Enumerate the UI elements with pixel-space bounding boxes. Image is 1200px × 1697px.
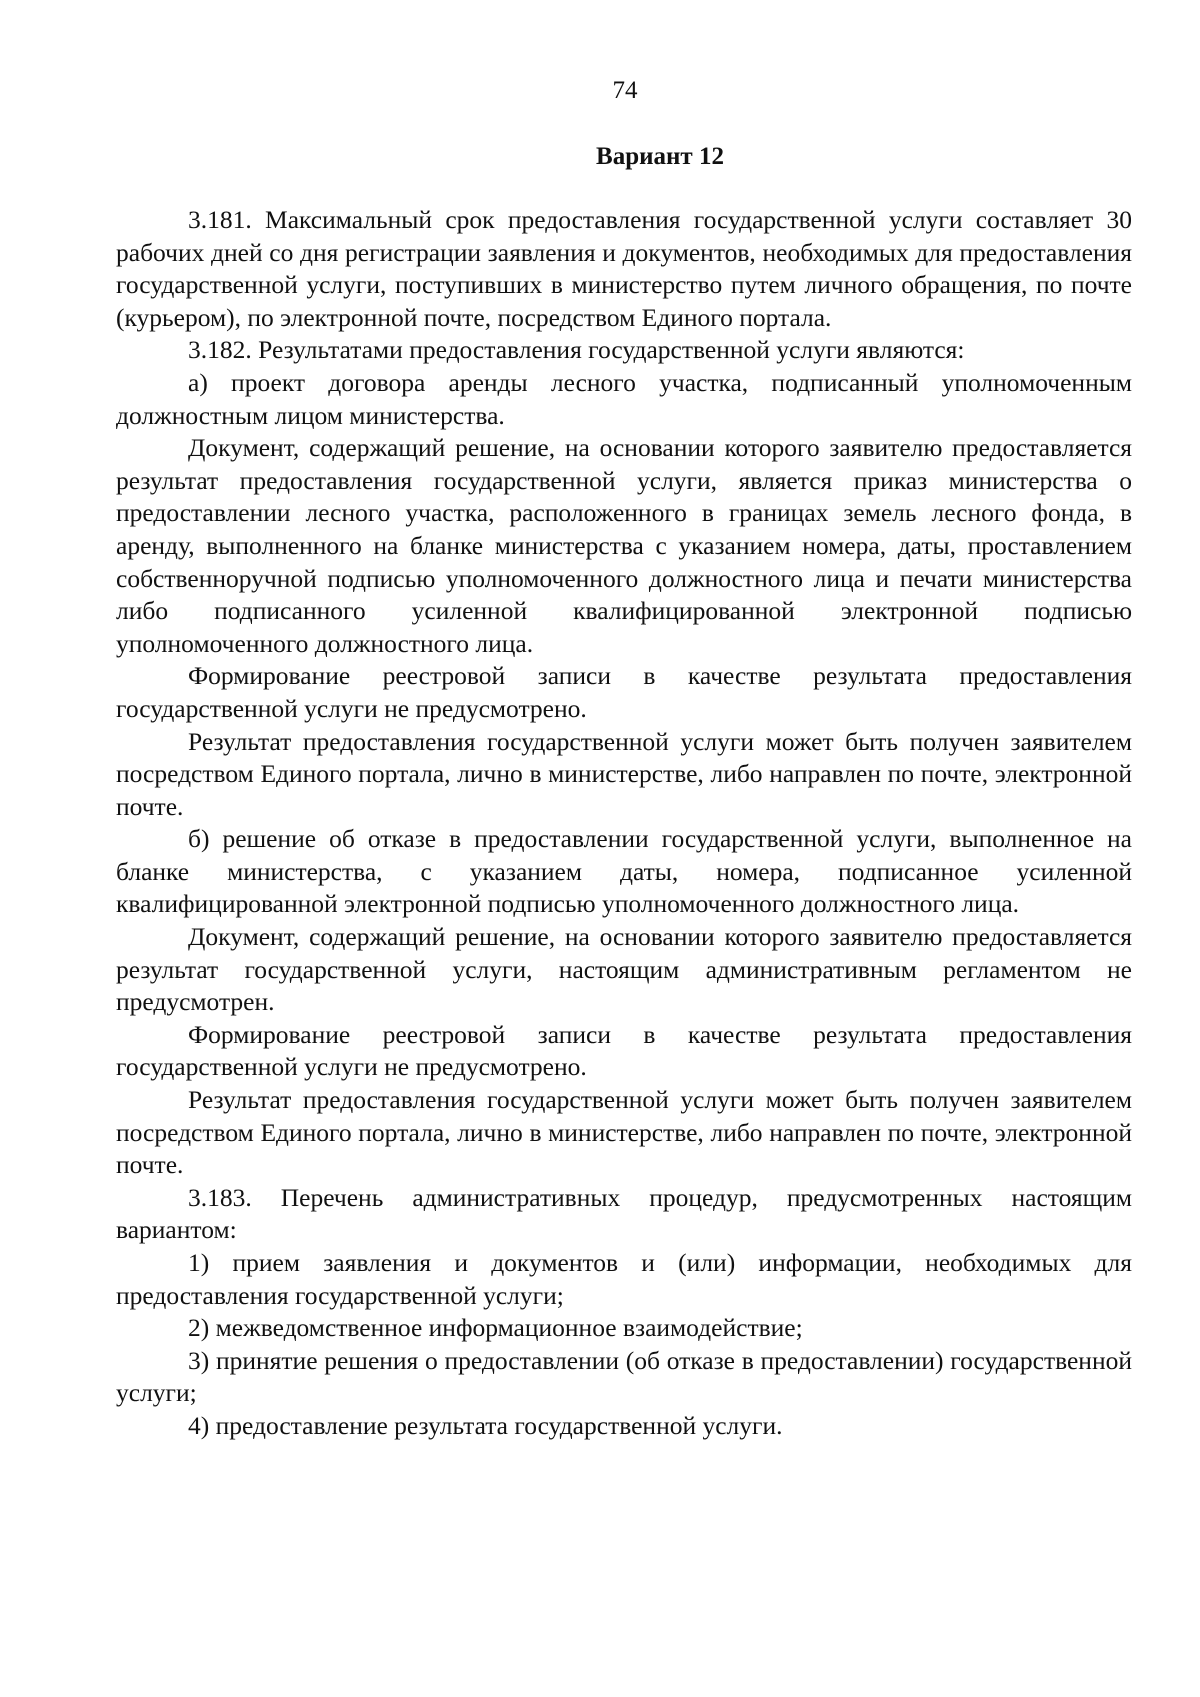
paragraph-document-decision-b: Документ, содержащий решение, на основании которого заявителю предоставляется результат государственной услуги, настоящим административным регламентом не предусмотрен. (116, 922, 1132, 1017)
paragraph-registry-record-b: Формирование реестровой записи в качестве результата предоставления государственной услуги не предусмотрено. (116, 1019, 1132, 1082)
procedure-item-4: 4) предоставление результата государственной услуги. (188, 1410, 783, 1440)
procedure-item-3: 3) принятие решения о предоставлении (об отказе в предоставлении) государственной услуги; (116, 1345, 1132, 1408)
paragraph-result-delivery-a: Результат предоставления государственной услуги может быть получен заявителем посредством Единого портала, лично в министерстве, либо направлен по почте, электронной почте. (116, 726, 1132, 821)
paragraph-result-b: б) решение об отказе в предоставлении государственной услуги, выполненное на бланке министерства, с указанием даты, номера, подписанное усиленной квалифицированной электронной подписью уполномоченного должностного лица. (116, 824, 1132, 919)
paragraph-result-a: а) проект договора аренды лесного участка, подписанный уполномоченным должностным лицом министерства. (116, 367, 1132, 430)
section-heading: Вариант 12 (596, 143, 724, 170)
paragraph-result-delivery-b: Результат предоставления государственной услуги может быть получен заявителем посредством Единого портала, лично в министерстве, либо направлен по почте, электронной почте. (116, 1085, 1132, 1180)
paragraph-3-182: 3.182. Результатами предоставления государственной услуги являются: (188, 335, 965, 365)
paragraph-document-decision-a: Документ, содержащий решение, на основании которого заявителю предоставляется результат предоставления государственной услуги, является приказ министерства о предоставлении лесного участка, расположенного в границах земель лесного фонда, в аренду, выполненного на бланке министерства с указанием номера, даты, проставлением собственноручной подписью уполномоченного должностного лица и печати министерства либо подписанного усиленной квалифицированной электронной подписью уполномоченного должностного лица. (116, 433, 1132, 658)
procedure-item-1: 1) прием заявления и документов и (или) информации, необходимых для предоставления государственной услуги; (116, 1248, 1132, 1310)
paragraph-3-183: 3.183. Перечень административных процедур, предусмотренных настоящим вариантом: (116, 1182, 1132, 1245)
page-number: 74 (612, 77, 638, 104)
document-body (116, 204, 1132, 1443)
procedure-item-2: 2) межведомственное информационное взаимодействие; (188, 1313, 803, 1343)
paragraph-3-181: 3.181. Максимальный срок предоставления государственной услуги составляет 30 рабочих дней со дня регистрации заявления и документов, необходимых для предоставления государственной услуги, поступивших в министерство путем личного обращения, по почте (курьером), по электронной почте, посредством Единого портала. (116, 205, 1132, 332)
paragraph-registry-record-a: Формирование реестровой записи в качестве результата предоставления государственной услуги не предусмотрено. (116, 661, 1132, 723)
